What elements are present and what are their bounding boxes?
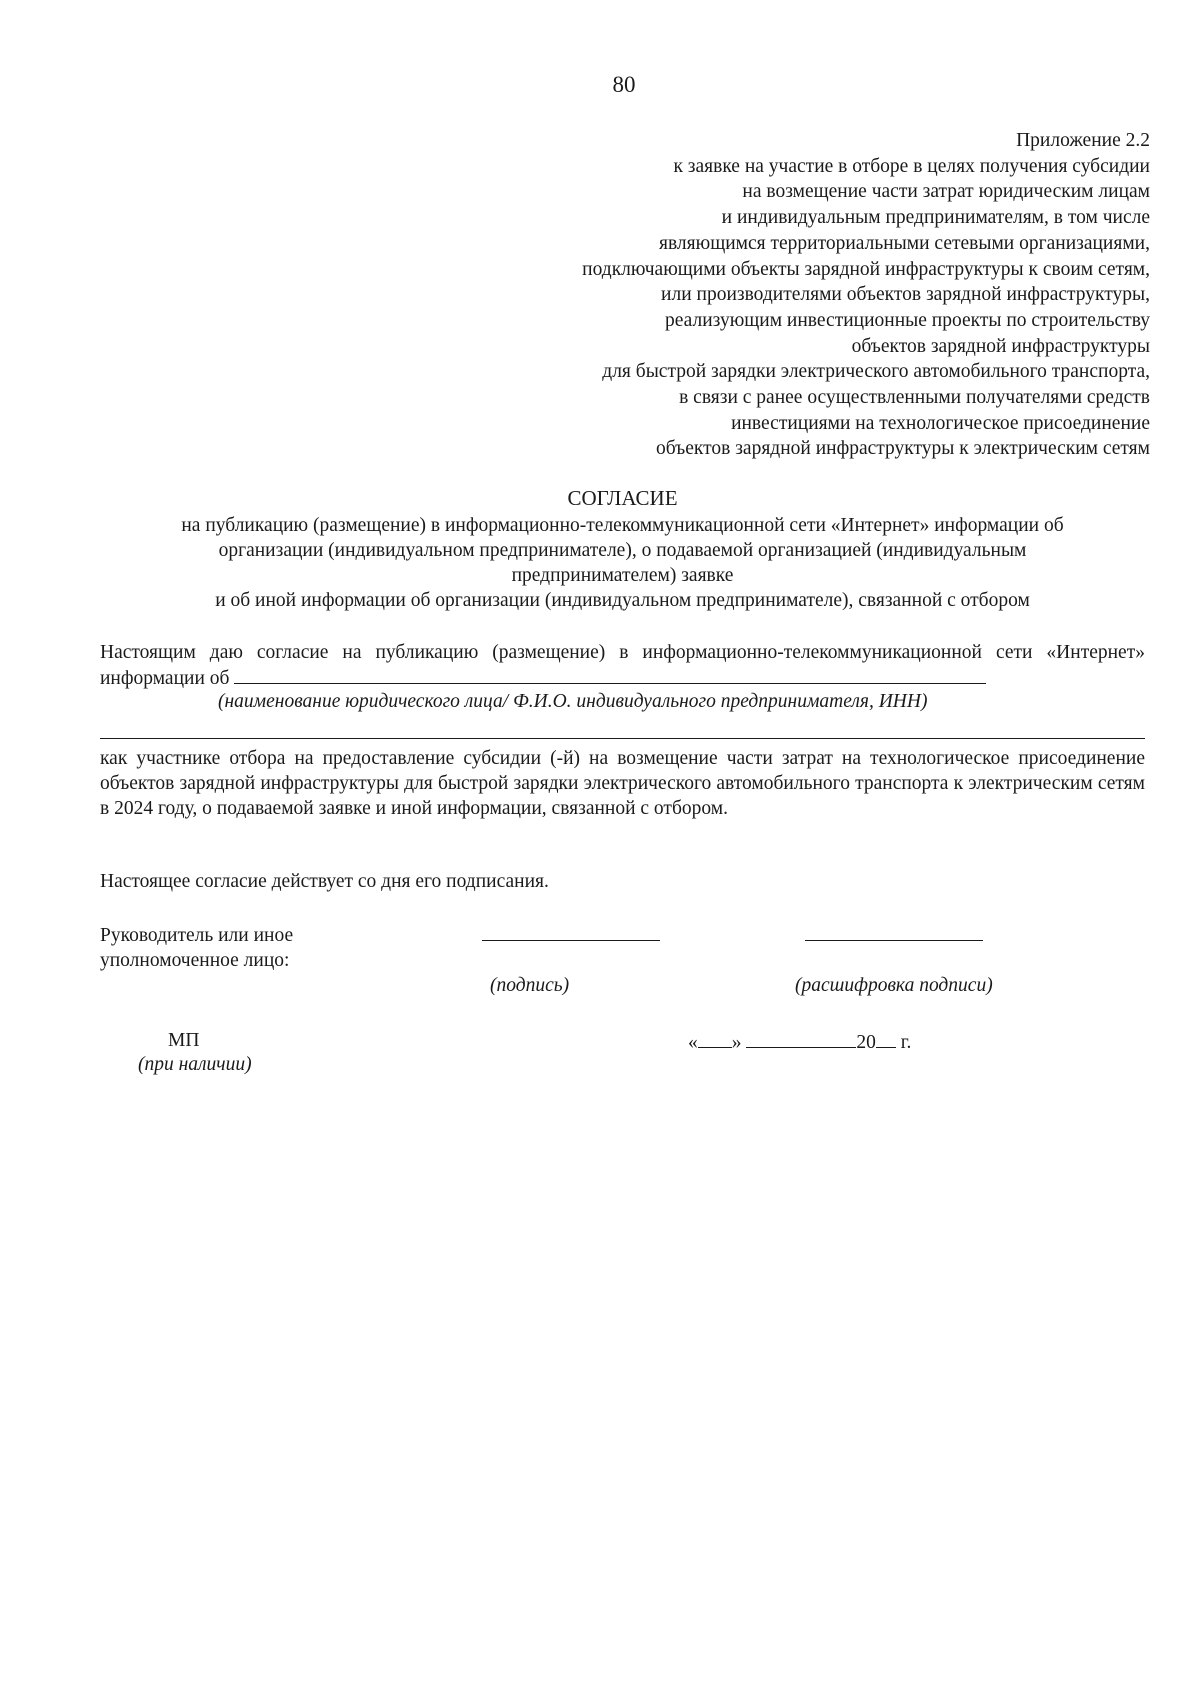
date-close-quote: » [731,1032,742,1053]
entity-name-field[interactable] [234,665,986,684]
validity-paragraph: Настоящее согласие действует со дня его подписания. [100,871,549,892]
stamp-hint: (при наличии) [138,1054,252,1075]
date-field [688,1030,911,1054]
appendix-line: в связи с ранее осуществленными получателями средств [679,387,1150,409]
consent-subtitle-line: на публикацию (размещение) в информационно-телекоммуникационной сети «Интернет» информации об [181,515,1064,536]
entity-name-continuation-field[interactable] [100,738,1145,739]
appendix-line: Приложение 2.2 [1016,130,1150,151]
date-year-prefix: 20 [856,1032,876,1053]
consent-header [100,486,1145,613]
participant-paragraph: как участнике отбора на предоставление субсидии (-й) на возмещение части затрат на технологическое присоединение объектов зарядной инфраструктуры для быстрой зарядки электрического автомобильного транспорта к электрическим сетям в 2024 году, о подаваемой заявке и иной информации, связанной с отбором. [100,748,1145,819]
appendix-line: для быстрой зарядки электрического автомобильного транспорта, [602,361,1150,383]
consent-subtitle-line: предпринимателем) заявке [511,565,734,586]
consent-subtitle-line: организации (индивидуальном предпринимателе), о подаваемой организацией (индивидуальным [218,540,1027,561]
signature-decoding-hint: (расшифровка подписи) [795,975,993,996]
date-year-field[interactable] [876,1030,896,1048]
consent-subtitle-line: и об иной информации об организации (индивидуальном предпринимателе), связанной с отбором [215,590,1030,611]
appendix-line: объектов зарядной инфраструктуры [851,335,1150,357]
signatory-label [100,923,293,973]
signatory-label-line: уполномоченное лицо: [100,950,290,971]
page-number: 80 [612,72,636,97]
consent-title: СОГЛАСИЕ [567,486,678,510]
date-open-quote: « [688,1032,698,1053]
appendix-line: объектов зарядной инфраструктуры к электрическим сетям [655,438,1150,460]
date-day-field[interactable] [698,1030,732,1048]
appendix-line: являющимся территориальными сетевыми организациями, [659,232,1150,254]
appendix-header [350,128,1150,462]
consent-paragraph [100,640,1145,691]
appendix-line: к заявке на участие в отборе в целях получения субсидии [673,155,1150,177]
appendix-line: подключающими объекты зарядной инфраструктуры к своим сетям, [582,258,1150,280]
consent-text: Настоящим даю согласие на публикацию (размещение) в информационно-телекоммуникационной сети «Интернет» информации об [100,642,1145,689]
signature-field[interactable] [482,940,660,941]
date-year-suffix: г. [900,1032,912,1053]
appendix-line: на возмещение части затрат юридическим лицам [742,181,1150,203]
stamp-label: МП [168,1030,200,1051]
appendix-line: или производителями объектов зарядной инфраструктуры, [661,284,1150,306]
entity-hint: (наименование юридического лица/ Ф.И.О. индивидуального предпринимателя, ИНН) [218,691,928,712]
date-month-field[interactable] [746,1030,856,1048]
appendix-line: реализующим инвестиционные проекты по строительству [665,309,1150,331]
appendix-line: инвестициями на технологическое присоединение [731,412,1150,434]
signature-hint: (подпись) [490,975,570,996]
appendix-line: и индивидуальным предпринимателям, в том числе [721,207,1150,229]
signature-decoding-field[interactable] [805,940,983,941]
signatory-label-line: Руководитель или иное [100,925,294,946]
